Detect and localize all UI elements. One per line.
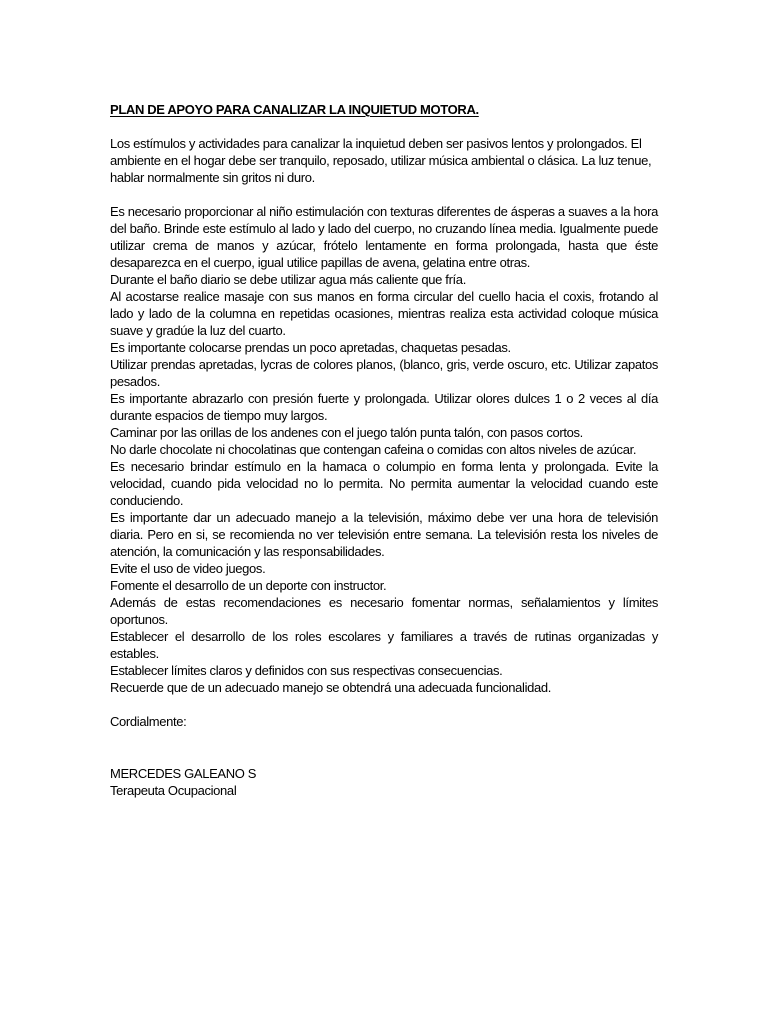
document-title: PLAN DE APOYO PARA CANALIZAR LA INQUIETUD MOTORA. <box>110 102 479 117</box>
recommendation-11: Evite el uso de video juegos. <box>110 561 266 576</box>
recommendation-3: Al acostarse realice masaje con sus manos en forma circular del cuello hacia el coxis, frotando al lado y lado de la columna en repetidas ocasiones, mientras realiza esta actividad coloque música suave y gradúe la luz del cuarto. <box>110 289 658 338</box>
recommendation-14: Establecer el desarrollo de los roles escolares y familiares a través de rutinas organizadas y estables. <box>110 629 658 661</box>
recommendation-7: Caminar por las orillas de los andenes con el juego talón punta talón, con pasos cortos. <box>110 425 583 440</box>
recommendation-1: Es necesario proporcionar al niño estimulación con texturas diferentes de ásperas a suaves a la hora del baño. Brinde este estímulo al lado y lado del cuerpo, no cruzando línea media. Igualmente puede utilizar crema de manos y azúcar, frótelo lentamente en forma prolongada, hasta que éste desaparezca en el cuerpo, igual utilice papillas de avena, gelatina entre otras. <box>110 204 658 270</box>
recommendation-2: Durante el baño diario se debe utilizar agua más caliente que fría. <box>110 272 466 287</box>
recommendation-9: Es necesario brindar estímulo en la hamaca o columpio en forma lenta y prolongada. Evite la velocidad, cuando pida velocidad no lo permita. No permita aumentar la velocidad cuando este conduciendo. <box>110 459 658 508</box>
recommendation-4: Es importante colocarse prendas un poco apretadas, chaquetas pesadas. <box>110 340 511 355</box>
intro-section <box>110 135 658 186</box>
recommendation-12: Fomente el desarrollo de un deporte con instructor. <box>110 578 387 593</box>
intro-paragraph: Los estímulos y actividades para canalizar la inquietud deben ser pasivos lentos y prolongados. El ambiente en el hogar debe ser tranquilo, reposado, utilizar música ambiental o clásica. La luz tenue, hablar normalmente sin gritos ni duro. <box>110 136 652 185</box>
recommendation-5: Utilizar prendas apretadas, lycras de colores planos, (blanco, gris, verde oscuro, etc. Utilizar zapatos pesados. <box>110 357 658 389</box>
recommendation-15: Establecer límites claros y definidos con sus respectivas consecuencias. <box>110 663 503 678</box>
recommendation-8: No darle chocolate ni chocolatinas que contengan cafeina o comidas con altos niveles de azúcar. <box>110 442 637 457</box>
signature-name: MERCEDES GALEANO S <box>110 766 257 781</box>
recommendations-section <box>110 203 658 696</box>
document-body <box>110 101 658 799</box>
signature-role: Terapeuta Ocupacional <box>110 783 237 798</box>
recommendation-10: Es importante dar un adecuado manejo a la televisión, máximo debe ver una hora de televisión diaria. Pero en si, se recomienda no ver televisión entre semana. La televisión resta los niveles de atención, la comunicación y las responsabilidades. <box>110 510 658 559</box>
signature-block <box>110 765 658 799</box>
recommendation-13: Además de estas recomendaciones es necesario fomentar normas, señalamientos y límites oportunos. <box>110 595 658 627</box>
closing-salutation: Cordialmente: <box>110 714 187 729</box>
recommendation-16: Recuerde que de un adecuado manejo se obtendrá una adecuada funcionalidad. <box>110 680 552 695</box>
recommendation-6: Es importante abrazarlo con presión fuerte y prolongada. Utilizar olores dulces 1 o 2 veces al día durante espacios de tiempo muy largos. <box>110 391 658 423</box>
